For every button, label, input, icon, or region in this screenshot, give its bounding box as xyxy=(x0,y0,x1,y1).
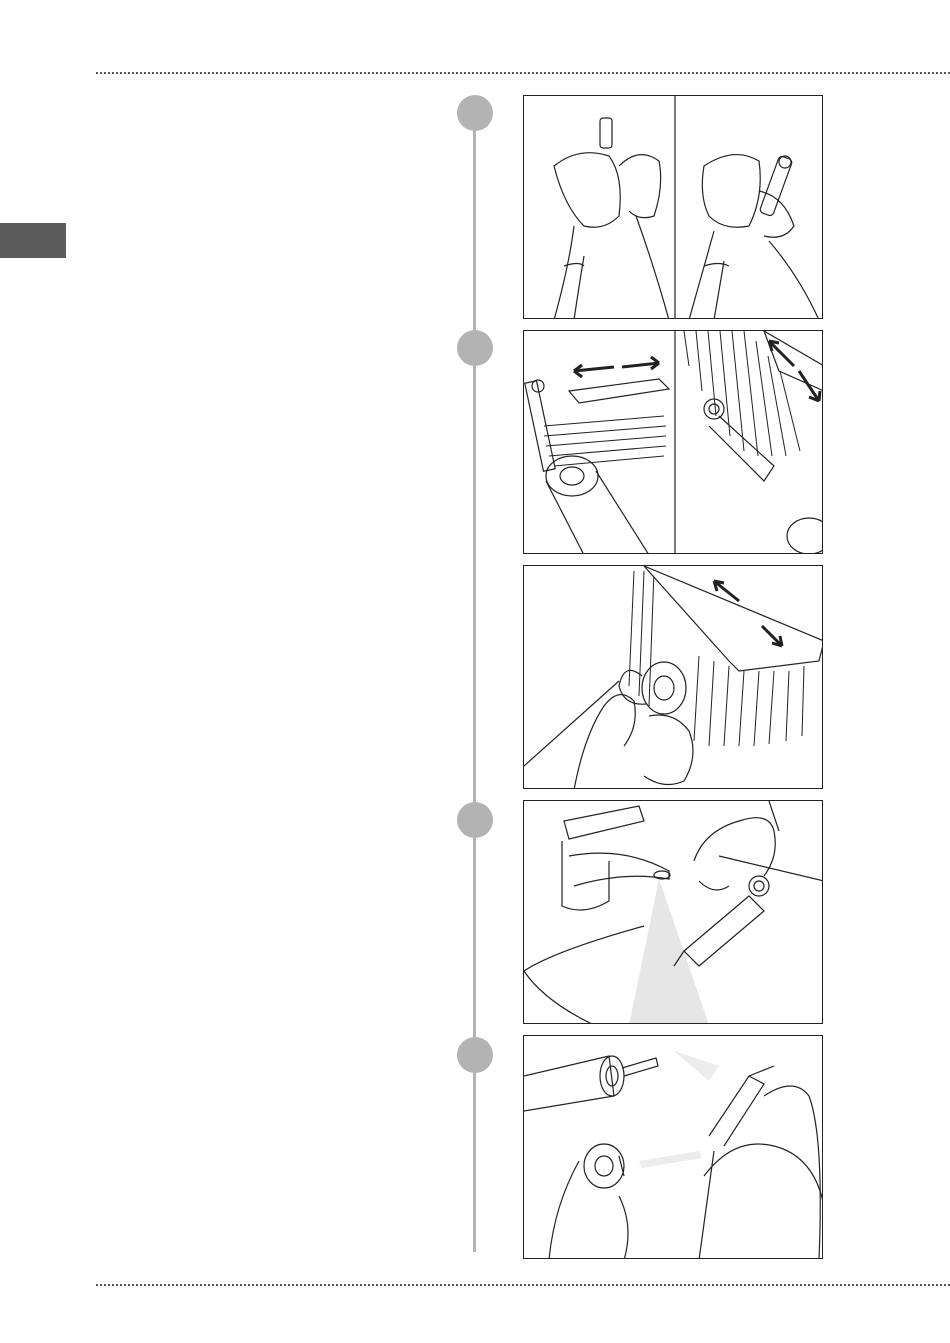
illustration-air-spray-dry xyxy=(523,1035,823,1259)
step-marker-2 xyxy=(457,330,493,366)
top-dotted-rule xyxy=(96,72,950,74)
illustration-brush-handpiece xyxy=(523,330,823,554)
illustration-rinse-under-faucet xyxy=(523,800,823,1024)
bottom-dotted-rule xyxy=(96,1284,950,1286)
illustration-wipe-handpiece xyxy=(523,95,823,319)
brush-left-illustration xyxy=(525,357,669,554)
chapter-side-tab xyxy=(0,223,66,258)
illustration-brush-head-closeup xyxy=(523,565,823,789)
step-marker-1 xyxy=(457,95,493,131)
step-marker-4 xyxy=(457,1037,493,1073)
step-marker-3 xyxy=(457,802,493,838)
step-timeline-line xyxy=(473,112,476,1252)
wipe-right-illustration xyxy=(689,155,819,319)
wipe-left-illustration xyxy=(554,118,669,319)
brush-right-illustration xyxy=(684,331,823,554)
